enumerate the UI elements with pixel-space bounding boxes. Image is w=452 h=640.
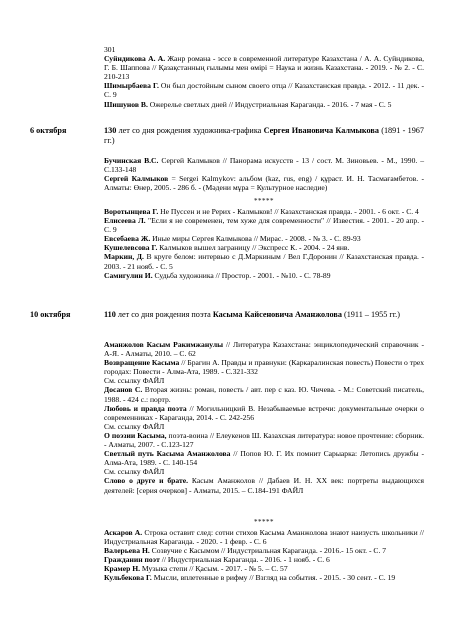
entry-author: Кушелевсова Г. — [104, 243, 158, 253]
entry-author: Бучинская В.С. — [104, 156, 159, 165]
bibliography-entry — [104, 422, 424, 431]
entry-author: Сергей Калмыков — [104, 174, 169, 184]
section1-separator: ***** — [254, 197, 274, 205]
entry-author: Гражданин поэт — [104, 555, 160, 565]
entry-author: О поэзии Касыма, — [104, 430, 167, 440]
entry-text: Жанр романа - эссе в современной литературе Казахстана / А. А. Суйндикова, Г. Б. Шаппова // Қазақстанның ғылымы мен өмірі = Наука и жизнь Казахстана. - 2019. - № 2. - С. 210-213 — [104, 54, 424, 82]
entry-text: Иные миры Сергея Калмыкова // Мирас. - 2008. - № 3. - С. 89-93 — [150, 234, 361, 244]
entry-author: Аскаров А. — [104, 528, 143, 537]
entry-text: Не Пуссен и не Рерих - Калмыков! // Казахстанская правда. - 2001. - 6 окт. - С. 4 — [158, 207, 419, 216]
bibliography-entry — [104, 234, 424, 243]
entry-text: поэта-воина // Елеукенов Ш. Казахская литература: новое прочтение: сборник. - Алматы, 2007. - С.123-127 — [104, 430, 424, 450]
section1-name: Сергея Ивановича Калмыкова — [263, 126, 379, 135]
bibliography-entry — [104, 358, 424, 376]
bibliography-entry — [104, 45, 424, 54]
bibliography-entry — [104, 528, 424, 546]
section2-heading — [104, 310, 424, 320]
section1-years: (1891 - 1967 гг.) — [104, 126, 424, 145]
entry-author: Маркин, Д. — [104, 252, 144, 262]
entry-text: Он был достойным сыном своего отца // Казахстанская правда. - 2012. - 11 дек. - С. 9 — [104, 81, 424, 100]
section1-books — [104, 156, 424, 192]
section2-name: Касыма Кайсеновича Аманжолова — [212, 310, 342, 319]
entry-text: Судьба художника // Простор. - 2001. - №10. - С. 78-89 — [152, 270, 331, 280]
bibliography-entry — [104, 243, 424, 252]
entry-text: // Брагин А. Правды и правнуки: (Каркаралинская повесть) Повести о трех городах: Повести - Алма-Ата, 1989. - С.321-332 — [104, 358, 424, 377]
entry-text: // Индустриальная Караганда. - 2016. - 1 нояб. - С. 6 — [159, 555, 330, 565]
entry-text: // Литература Казахстана: энциклопедический справочник - А-Я. - Алматы, 2010. – С. 62 — [104, 340, 424, 359]
entry-author: Светлый путь Касыма Аманжолова — [104, 449, 231, 459]
entry-author: Суйндикова А. А. — [104, 54, 166, 64]
section1-articles — [104, 207, 424, 280]
section1-heading — [104, 126, 424, 146]
bibliography-entry — [104, 467, 424, 476]
entry-text: См. ссылку ФАЙЛ — [104, 467, 165, 477]
bibliography-entry — [104, 431, 424, 449]
bibliography-entry — [104, 376, 424, 385]
bibliography-entry — [104, 252, 424, 270]
section2-separator: ***** — [254, 518, 274, 526]
entry-text: 301 — [104, 45, 116, 54]
section2-title: лет со дня рождения поэта — [115, 310, 213, 319]
entry-author: Возвращение Касыма — [104, 358, 180, 368]
entry-author: Воротынцева Г. — [104, 207, 159, 216]
entry-text: // Попов Ю. Г. Их помнит Сарыарка: Летопись дружбы - Алма-Ата, 1989. - С. 140-154 — [104, 449, 424, 468]
entry-author: Любовь и правда поэта — [104, 403, 187, 413]
entry-author: Евсебаева Ж. — [104, 234, 151, 244]
section2-books — [104, 340, 424, 495]
top-entries — [104, 45, 424, 109]
entry-text: В круге белом: интервью с Д.Маркиным / Вел Г.Доронин // Казахстанская правда. - 2003. - 21 нояб. - С. 5 — [104, 252, 424, 271]
entry-author: Самигулин И. — [104, 270, 153, 280]
bibliography-entry — [104, 340, 424, 358]
bibliography-entry — [104, 449, 424, 467]
bibliography-entry — [104, 476, 424, 494]
entry-text: Вторая жизнь: роман, повесть / авт. пер с каз. Ю. Чичева. - М.: Советский писатель, 1988. - 424 с.: портр. — [104, 385, 424, 404]
bibliography-entry — [104, 216, 424, 234]
bibliography-entry — [104, 100, 424, 109]
entry-text: "Если я не современен, тем хуже для современности" // Известия. - 2001. - 20 апр. - С. 9 — [104, 216, 424, 235]
section1-title: лет со дня рождения художника-графика — [116, 126, 264, 135]
entry-author: Аманжолов Касым Ракимжанулы — [104, 340, 224, 349]
entry-text: Ожерелье светлых дней // Индустриальная Караганда. - 2016. - 7 мая - С. 5 — [147, 99, 392, 109]
entry-text: Касым Аманжолов // Дабаев И. Н. XX век: портреты выдающихся деятелей: [серия очерков] - Алматы, 2015. – С.184-191 ФАЙЛ — [104, 476, 424, 495]
section2-date: 10 октября — [30, 310, 71, 319]
bibliography-entry — [104, 156, 424, 174]
bibliography-entry — [104, 81, 424, 99]
entry-author: Шишунов В. — [104, 99, 148, 109]
entry-text: См. ссылку ФАЙЛ — [104, 376, 165, 386]
bibliography-entry — [104, 555, 424, 564]
bibliography-entry — [104, 404, 424, 422]
entry-text: Сергей Калмыков // Панорама искусств - 13 / сост. М. Зиновьев. - М., 1990. – С.133-148 — [104, 156, 424, 175]
section2-years: (1911 – 1955 гг.) — [341, 310, 400, 319]
entry-author: Валерьева Н. — [104, 546, 150, 556]
entry-author: Крамер Н. — [104, 564, 140, 574]
bibliography-entry — [104, 271, 424, 280]
bibliography-entry — [104, 564, 424, 573]
entry-text: = Sergei Kalmykov: альбом (kaz, rus, eng) / құраст. И. Н. Тасмағамбетов. - Алматы: Өнер, 2005. - 286 б. - (Мәдени мұра = Культурное наследие) — [104, 174, 424, 193]
entry-author: Слово о друге и брате. — [104, 476, 189, 486]
entry-author: Досанов С. — [104, 385, 143, 395]
entry-text: Мысли, вплетенные в рифму // Взгляд на события. - 2015. - 30 сент. - С. 19 — [151, 573, 396, 583]
bibliography-entry — [104, 546, 424, 555]
bibliography-entry — [104, 174, 424, 192]
bibliography-entry — [104, 54, 424, 81]
entry-author: Елисеева Л. — [104, 216, 146, 226]
entry-text: Калмыков вышел заграницу // Экспресс К. - 2004. - 24 янв. — [157, 243, 350, 253]
entry-text: Строка оставит след: сотни стихов Касыма Аманжолова знают наизусть школьники // Индустриальная Караганда. - 2020. - 1 февр. - С. 6 — [104, 528, 424, 547]
entry-author: Кульбекова Г. — [104, 573, 152, 583]
bibliography-entry — [104, 573, 424, 582]
bibliography-entry — [104, 207, 424, 216]
section2-num: 110 — [104, 310, 116, 319]
section1-date: 6 октября — [30, 126, 67, 135]
entry-text: Музыка степи // Қасым. - 2017. - № 5. – С. 57 — [140, 564, 288, 574]
entry-text: См. ссылку ФАЙЛ — [104, 421, 165, 431]
section2-articles — [104, 528, 424, 583]
bibliography-entry — [104, 385, 424, 403]
entry-author: Шимырбаева Г. — [104, 81, 159, 91]
entry-text: Созвучие с Касымом // Индустриальная Караганда. - 2016.- 15 окт. - С. 7 — [149, 546, 387, 556]
section1-num: 130 — [104, 126, 117, 135]
entry-text: // Могильницкий В. Незабываемые встречи: документальные очерки о современниках - Караганда, 2014. - С. 242-256 — [104, 403, 424, 422]
